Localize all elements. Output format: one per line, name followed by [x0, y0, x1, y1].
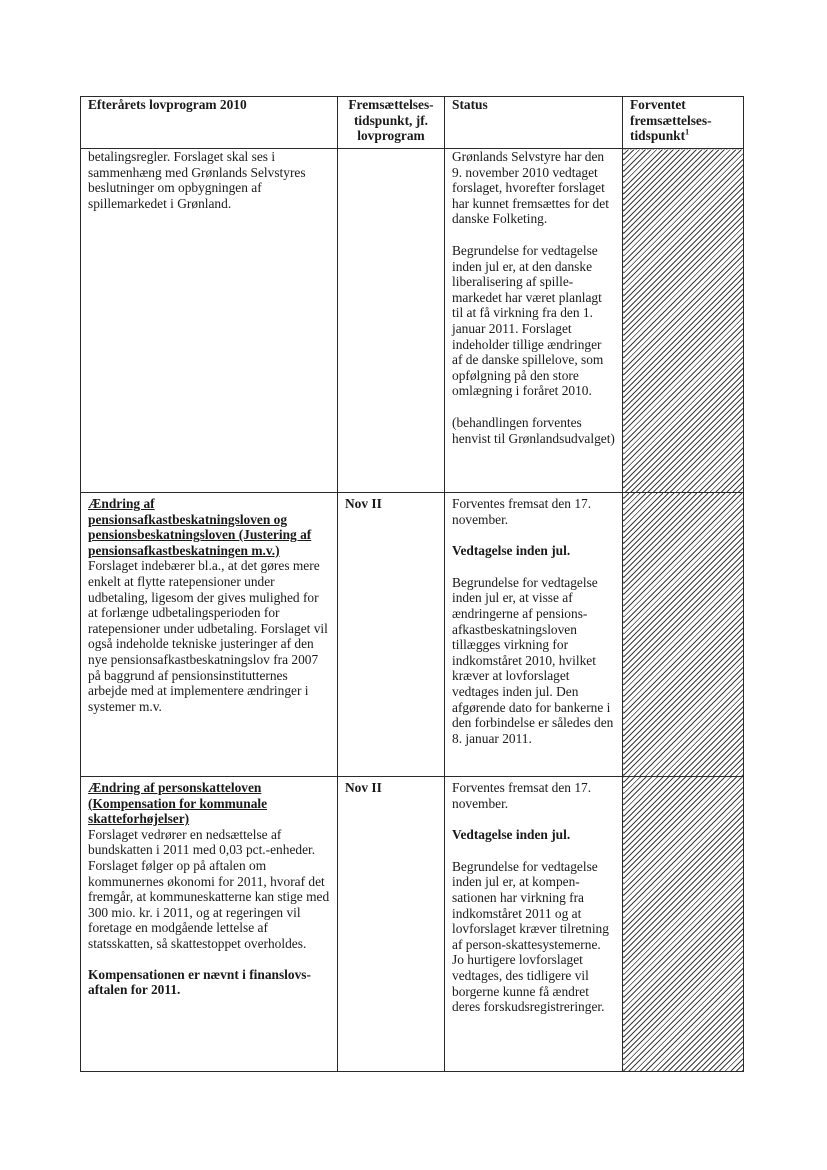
row2-description	[81, 493, 338, 777]
lovprogram-table	[80, 96, 744, 1072]
row1-expected-hatched	[623, 149, 744, 493]
row1-description	[81, 149, 338, 493]
row2-expected-hatched	[623, 493, 744, 777]
row2-timing-text: Nov II	[345, 496, 382, 511]
row3-expected-hatched	[623, 777, 744, 1072]
row2-status-intro: Forventes fremsat den 17. november.	[452, 496, 592, 527]
row1-status-p1: Grønlands Selvstyre har den 9. november 2010 vedtaget forslaget, hvorefter forslaget har kunnet fremsættes for det danske Folketing.	[452, 149, 609, 227]
row1-status	[445, 149, 623, 493]
row2-text: Forslaget indebærer bl.a., at det gøres mere enkelt at flytte ratepensioner under udbetaling, ligesom der gives mulighed for at forlænge udbetalingsperioden for ratepensioner under udbetaling. Forslaget vil også indeholde tekniske justeringer af den nye pensionsafkastbeskatningslov fra 2007 på baggrund af pensionsinstitutternes arbejde med at implementere ændringer i systemer m.v.	[88, 558, 328, 714]
row2-status-reason: Begrundelse for vedtagelse inden jul er, at visse af ændringerne af pensions-afkastbeskatningsloven tillægges virkning for indkomståret 2010, hvilket kræver at lovforslaget vedtages inden jul. Den afgørende dato for bankerne i den forbindelse er således den 8. januar 2011.	[452, 574, 614, 746]
row1-timing	[338, 149, 445, 493]
row2-status	[445, 493, 623, 777]
row1-text: betalingsregler. Forslaget skal ses i sammenhæng med Grønlands Selvstyres beslutninger om opbygningen af spillemarkedet i Grønland.	[88, 149, 306, 211]
header-expected	[623, 97, 744, 149]
row2-timing	[338, 493, 445, 777]
row3-description	[81, 777, 338, 1072]
header-expected-label: Forventet fremsættelses-tidspunkt	[630, 97, 712, 144]
table-row	[81, 493, 744, 777]
footnote-ref: 1	[685, 127, 690, 137]
row3-note: Kompensationen er nævnt i finanslovs-aftalen for 2011.	[88, 966, 311, 998]
row1-status-p3: (behandlingen forventes henvist til Grønlandsudvalget)	[452, 414, 615, 446]
row2-status-bold: Vedtagelse inden jul.	[452, 543, 571, 559]
header-timing: Fremsættelses-tidspunkt, jf. lovprogram	[338, 97, 445, 149]
row3-status-bold: Vedtagelse inden jul.	[452, 827, 571, 843]
header-program: Efterårets lovprogram 2010	[81, 97, 338, 149]
table-row	[81, 149, 744, 493]
row3-status-reason: Begrundelse for vedtagelse inden jul er, at kompen-sationen har virkning fra indkomståret 2011 og at lovforslaget kræver tilretning af person-skattesystemerne. Jo hurtigere lovforslaget vedtages, des tidligere vil borgerne kunne få ændret deres forskudsregistreringer.	[452, 858, 609, 1015]
header-status: Status	[445, 97, 623, 149]
row3-timing-text: Nov II	[345, 780, 382, 795]
row1-status-p2: Begrundelse for vedtagelse inden jul er, at den danske liberalisering af spille-markedet har været planlagt til at få virkning fra den 1. januar 2011. Forslaget indeholder tillige ændringer af de danske spillelove, som opfølgning på den store omlægning i foråret 2010.	[452, 242, 604, 399]
row3-status	[445, 777, 623, 1072]
row2-title: Ændring af pensionsafkastbeskatningsloven og pensionsbeskatningsloven (Justering af pensionsafkastbeskatningen m.v.)	[88, 496, 312, 558]
row3-status-intro: Forventes fremsat den 17. november.	[452, 780, 592, 811]
row3-timing	[338, 777, 445, 1072]
row3-text: Forslaget vedrører en nedsættelse af bundskatten i 2011 med 0,03 pct.-enheder. Forslaget følger op på aftalen om kommunernes økonomi for 2011, hvoraf det fremgår, at kommuneskatterne kan stige med 300 mio. kr. i 2011, og at regeringen vil foretage en modgående lettelse af statsskatten, så skattestoppet overholdes.	[88, 826, 330, 951]
row3-title: Ændring af personskatteloven (Kompensation for kommunale skatteforhøjelser)	[88, 780, 268, 827]
table-header-row	[81, 97, 744, 149]
table-row	[81, 777, 744, 1072]
